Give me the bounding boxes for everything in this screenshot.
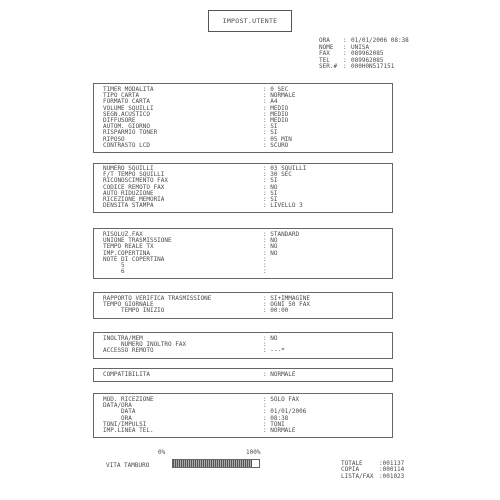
header-colon: : bbox=[343, 56, 351, 64]
setting-value: 0 SEC bbox=[270, 86, 289, 93]
setting-key: F/T TEMPO SQUILLI bbox=[103, 171, 165, 179]
setting-value: OGNI 50 FAX bbox=[270, 301, 310, 309]
settings-section bbox=[93, 368, 393, 382]
setting-value: MEDIO bbox=[270, 110, 289, 118]
setting-key: DIFFUSORE bbox=[103, 117, 136, 125]
setting-colon: : bbox=[263, 141, 271, 149]
setting-key: RAPPORTO VERIFICA TRASMISSIONE bbox=[103, 295, 212, 302]
setting-key: DATA/ORA bbox=[103, 402, 132, 410]
drum-life-gauge bbox=[106, 449, 286, 479]
setting-key: FORMATO CARTA bbox=[103, 98, 150, 106]
setting-colon: : bbox=[263, 243, 271, 251]
setting-key: COMPATIBILITA bbox=[103, 371, 150, 378]
drum-bar-fill bbox=[173, 460, 252, 467]
setting-key: RISPARMIO TONER bbox=[103, 129, 158, 137]
setting-value: NORMALE bbox=[270, 92, 296, 100]
setting-key: AUTOM. GIORNO bbox=[103, 123, 150, 131]
setting-value: SI+IMMAGINE bbox=[270, 295, 310, 302]
setting-key: MOD. RICEZIONE bbox=[103, 396, 154, 403]
total-key: LISTA/FAX bbox=[341, 472, 374, 480]
setting-row bbox=[94, 143, 392, 149]
setting-value: 01/01/2006 bbox=[270, 408, 307, 416]
setting-row bbox=[94, 428, 392, 434]
setting-row bbox=[94, 372, 392, 378]
setting-colon: : bbox=[263, 189, 271, 197]
header-value: 01/01/2006 08:38 bbox=[351, 37, 409, 44]
setting-colon: : bbox=[263, 341, 271, 349]
setting-colon: : bbox=[263, 86, 271, 93]
setting-key: TIPO CARTA bbox=[103, 92, 140, 100]
setting-key: INOLTRA/MEM bbox=[103, 335, 143, 342]
setting-value: NO bbox=[270, 249, 278, 257]
drum-bar bbox=[172, 459, 260, 468]
setting-colon: : bbox=[263, 92, 271, 100]
setting-value: A4 bbox=[270, 98, 278, 106]
setting-colon: : bbox=[263, 135, 271, 143]
setting-key: ORA bbox=[103, 414, 132, 422]
drum-min-label: 0% bbox=[158, 449, 166, 456]
header-colon: : bbox=[343, 50, 351, 58]
settings-section bbox=[93, 292, 393, 319]
header-key: SER.# bbox=[319, 63, 338, 71]
total-key: TOTALE bbox=[341, 460, 363, 467]
setting-value: LIVELLO 3 bbox=[270, 202, 303, 210]
setting-value: 03 SQUILLI bbox=[270, 165, 307, 172]
header-value: 089962085 bbox=[351, 50, 384, 58]
header-info bbox=[319, 38, 409, 71]
header-value: UNISA bbox=[351, 43, 370, 51]
setting-value: NORMALE bbox=[270, 427, 296, 435]
setting-colon: : bbox=[263, 408, 271, 416]
setting-value: NO bbox=[270, 183, 278, 191]
setting-value: 08:38 bbox=[270, 414, 289, 422]
setting-colon: : bbox=[263, 347, 271, 355]
setting-key: VOLUME SQUILLI bbox=[103, 104, 154, 112]
setting-colon: : bbox=[263, 255, 271, 263]
settings-section bbox=[93, 332, 393, 359]
setting-colon: : bbox=[263, 396, 271, 403]
setting-value: ---* bbox=[270, 347, 285, 355]
setting-value: NO bbox=[270, 237, 278, 245]
setting-key: CODICE REMOTO FAX bbox=[103, 183, 165, 191]
setting-colon: : bbox=[263, 183, 271, 191]
setting-colon: : bbox=[263, 177, 271, 185]
setting-value: SOLO FAX bbox=[270, 396, 300, 403]
setting-value: SCURO bbox=[270, 141, 289, 149]
setting-value: NO bbox=[270, 335, 278, 342]
setting-colon: : bbox=[263, 420, 271, 428]
setting-key: RIPOSO bbox=[103, 135, 125, 143]
setting-key: TIMER MODALITA bbox=[103, 86, 154, 93]
setting-key: NUMERO SQUILLI bbox=[103, 165, 154, 172]
header-row bbox=[319, 64, 409, 71]
setting-colon: : bbox=[263, 231, 271, 238]
setting-value: STANDARD bbox=[270, 231, 300, 238]
setting-row bbox=[94, 203, 392, 209]
header-key: NOME bbox=[319, 43, 334, 51]
header-key: TEL bbox=[319, 56, 330, 64]
setting-colon: : bbox=[263, 129, 271, 137]
setting-key: 5 bbox=[103, 262, 125, 270]
setting-colon: : bbox=[263, 301, 271, 309]
setting-colon: : bbox=[263, 268, 271, 276]
setting-key: IMP.LINEA TEL. bbox=[103, 427, 154, 435]
setting-colon: : bbox=[263, 117, 271, 125]
setting-colon: : bbox=[263, 237, 271, 245]
header-value: 089962085 bbox=[351, 56, 384, 64]
setting-value: SI bbox=[270, 189, 278, 197]
setting-value: NO bbox=[270, 243, 278, 251]
setting-value: 05 MIN bbox=[270, 135, 292, 143]
setting-colon: : bbox=[263, 414, 271, 422]
setting-key: DATA bbox=[103, 408, 136, 416]
total-value: :001023 bbox=[379, 472, 405, 480]
header-colon: : bbox=[343, 63, 351, 71]
setting-key: ACCESSO REMOTO bbox=[103, 347, 154, 355]
total-key: COPIA bbox=[341, 466, 360, 474]
setting-key: TEMPO REALE TX bbox=[103, 243, 154, 251]
setting-key: RICONOSCIMENTO FAX bbox=[103, 177, 169, 185]
setting-value: 00:00 bbox=[270, 307, 289, 315]
setting-value: 30 SEC bbox=[270, 171, 292, 179]
setting-row bbox=[94, 348, 392, 354]
setting-colon: : bbox=[263, 249, 271, 257]
setting-colon: : bbox=[263, 104, 271, 112]
report-title: IMPOST.UTENTE bbox=[208, 10, 292, 32]
setting-colon: : bbox=[263, 171, 271, 179]
setting-colon: : bbox=[263, 371, 271, 378]
header-key: FAX bbox=[319, 50, 330, 58]
setting-value: SI bbox=[270, 123, 278, 131]
setting-key: IMP.COPERTINA bbox=[103, 249, 150, 257]
setting-key: TEMPO INIZIO bbox=[103, 307, 165, 315]
setting-key: TONI/IMPULSI bbox=[103, 420, 147, 428]
total-row bbox=[341, 474, 404, 480]
setting-colon: : bbox=[263, 402, 271, 410]
total-value: :001137 bbox=[379, 460, 405, 467]
setting-row bbox=[94, 308, 392, 314]
page-totals bbox=[341, 461, 404, 480]
header-colon: : bbox=[343, 37, 351, 44]
setting-colon: : bbox=[263, 110, 271, 118]
total-value: :000114 bbox=[379, 466, 405, 474]
drum-label: VITA TAMBURO bbox=[106, 462, 150, 469]
header-value: 000H0N517151 bbox=[351, 63, 395, 71]
setting-key: UNIONE TRASMISSIONE bbox=[103, 237, 172, 245]
setting-colon: : bbox=[263, 123, 271, 131]
settings-section bbox=[93, 83, 393, 153]
setting-value: MEDIO bbox=[270, 117, 289, 125]
setting-colon: : bbox=[263, 307, 271, 315]
setting-key: SEGN.ACUSTICO bbox=[103, 110, 150, 118]
settings-section bbox=[93, 393, 393, 438]
setting-colon: : bbox=[263, 98, 271, 106]
drum-max-label: 100% bbox=[246, 449, 261, 456]
setting-colon: : bbox=[263, 196, 271, 204]
setting-key: NOTE DI COPERTINA bbox=[103, 255, 165, 263]
setting-key: NUMERO INOLTRO FAX bbox=[103, 341, 187, 349]
setting-colon: : bbox=[263, 262, 271, 270]
settings-section bbox=[93, 228, 393, 279]
setting-colon: : bbox=[263, 165, 271, 172]
setting-key: AUTO RIDUZIONE bbox=[103, 189, 154, 197]
setting-colon: : bbox=[263, 202, 271, 210]
setting-key: TEMPO GIORNALE bbox=[103, 301, 154, 309]
setting-key: CONTRASTO LCD bbox=[103, 141, 150, 149]
setting-key: RISOLUZ.FAX bbox=[103, 231, 143, 238]
setting-colon: : bbox=[263, 427, 271, 435]
setting-value: TONI bbox=[270, 420, 285, 428]
setting-value: SI bbox=[270, 196, 278, 204]
header-colon: : bbox=[343, 43, 351, 51]
setting-row bbox=[94, 269, 392, 275]
header-key: ORA bbox=[319, 37, 330, 44]
setting-key: RICEZIONE MEMORIA bbox=[103, 196, 165, 204]
setting-value: NORMALE bbox=[270, 371, 296, 378]
setting-value: MEDIO bbox=[270, 104, 289, 112]
setting-colon: : bbox=[263, 335, 271, 342]
setting-colon: : bbox=[263, 295, 271, 302]
setting-value: SI bbox=[270, 129, 278, 137]
settings-section bbox=[93, 163, 393, 213]
setting-value: SI bbox=[270, 177, 278, 185]
setting-key: 6 bbox=[103, 268, 125, 276]
setting-key: DENSITA STAMPA bbox=[103, 202, 154, 210]
